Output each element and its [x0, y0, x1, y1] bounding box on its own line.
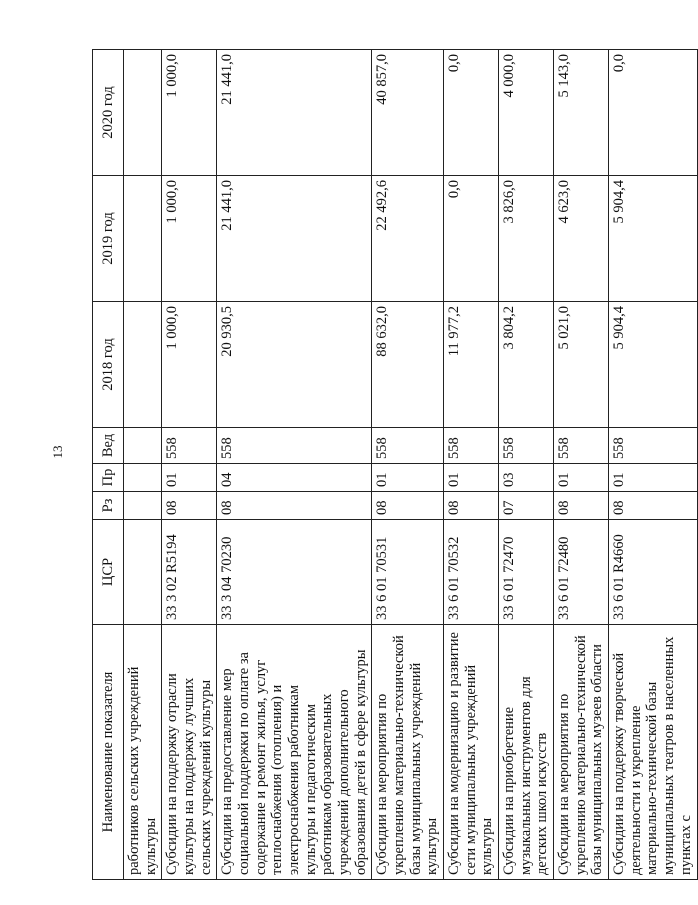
- cell-y2019: 21 441,0: [217, 176, 372, 302]
- header-csr: ЦСР: [93, 520, 124, 625]
- cell-rz: 08: [444, 492, 499, 520]
- cell-y2019: 0,0: [444, 176, 499, 302]
- cell-y2020: 4 000,0: [499, 50, 554, 176]
- cell-pr: [124, 464, 162, 492]
- cell-y2020: 21 441,0: [217, 50, 372, 176]
- header-2019: 2019 год: [93, 176, 124, 302]
- cell-y2019: 22 492,6: [372, 176, 444, 302]
- cell-rz: 08: [217, 492, 372, 520]
- table-row: [609, 50, 697, 880]
- cell-y2019: [124, 176, 162, 302]
- cell-ved: 558: [609, 428, 697, 464]
- cell-y2018: 88 632,0: [372, 302, 444, 428]
- cell-rz: 08: [162, 492, 217, 520]
- header-2020: 2020 год: [93, 50, 124, 176]
- cell-y2018: [124, 302, 162, 428]
- header-rz: Рз: [93, 492, 124, 520]
- cell-y2020: 5 143,0: [554, 50, 609, 176]
- cell-y2020: [124, 50, 162, 176]
- cell-rz: 07: [499, 492, 554, 520]
- cell-name: Субсидии на поддержку отрасли культуры на поддержку лучших сельских учреждений культуры: [162, 625, 217, 880]
- cell-name: Субсидии на мероприятия по укреплению материально-технической базы муниципальных музеев области: [554, 625, 609, 880]
- cell-ved: 558: [554, 428, 609, 464]
- table-row: [124, 50, 162, 880]
- cell-ved: 558: [162, 428, 217, 464]
- cell-y2019: 4 623,0: [554, 176, 609, 302]
- cell-y2018: 20 930,5: [217, 302, 372, 428]
- header-ved: Вед: [93, 428, 124, 464]
- cell-pr: 03: [499, 464, 554, 492]
- table-row: [499, 50, 554, 880]
- cell-rz: 08: [609, 492, 697, 520]
- cell-csr: 33 6 01 70531: [372, 520, 444, 625]
- cell-csr: 33 3 04 70230: [217, 520, 372, 625]
- cell-y2018: 3 804,2: [499, 302, 554, 428]
- cell-name: Субсидии на мероприятия по укреплению материально-технической базы муниципальных учреждений культуры: [372, 625, 444, 880]
- cell-y2018: 5 904,4: [609, 302, 697, 428]
- cell-pr: 04: [217, 464, 372, 492]
- cell-y2020: 0,0: [444, 50, 499, 176]
- cell-csr: 33 6 01 R4660: [609, 520, 697, 625]
- cell-name: Субсидии на поддержку творческой деятельности и укрепление материально-технической базы муниципальных театров в населенных пунктах с: [609, 625, 697, 880]
- cell-name: Субсидии на приобретение музыкальных инструментов для детских школ искусств: [499, 625, 554, 880]
- cell-ved: [124, 428, 162, 464]
- header-name: Наименование показателя: [93, 625, 124, 880]
- page-number: 13: [50, 445, 65, 459]
- cell-ved: 558: [372, 428, 444, 464]
- cell-y2018: 11 977,2: [444, 302, 499, 428]
- cell-csr: [124, 520, 162, 625]
- header-2018: 2018 год: [93, 302, 124, 428]
- cell-csr: 33 3 02 R5194: [162, 520, 217, 625]
- cell-y2019: 3 826,0: [499, 176, 554, 302]
- cell-ved: 558: [217, 428, 372, 464]
- cell-name: Субсидии на модернизацию и развитие сети муниципальных учреждений культуры: [444, 625, 499, 880]
- table-row: [554, 50, 609, 880]
- cell-y2020: 0,0: [609, 50, 697, 176]
- header-pr: Пр: [93, 464, 124, 492]
- cell-name: Субсидии на предоставление мер социальной поддержки по оплате за содержание и ремонт жилья, услуг теплоснабжения (отопления) и электроснабжения работникам культуры и педагогическим работникам образовательных учреждений дополнительного образования детей в сфере культуры: [217, 625, 372, 880]
- cell-y2019: 1 000,0: [162, 176, 217, 302]
- cell-pr: 01: [372, 464, 444, 492]
- cell-rz: 08: [372, 492, 444, 520]
- cell-y2020: 1 000,0: [162, 50, 217, 176]
- cell-rz: 08: [554, 492, 609, 520]
- cell-csr: 33 6 01 72470: [499, 520, 554, 625]
- cell-y2018: 5 021,0: [554, 302, 609, 428]
- cell-y2020: 40 857,0: [372, 50, 444, 176]
- cell-name: работников сельских учреждений культуры: [124, 625, 162, 880]
- cell-pr: 01: [444, 464, 499, 492]
- cell-csr: 33 6 01 70532: [444, 520, 499, 625]
- cell-ved: 558: [499, 428, 554, 464]
- header-row: [93, 50, 124, 880]
- table-row: [217, 50, 372, 880]
- table-row: [162, 50, 217, 880]
- budget-table: [92, 49, 698, 880]
- cell-y2019: 5 904,4: [609, 176, 697, 302]
- cell-pr: 01: [162, 464, 217, 492]
- cell-pr: 01: [554, 464, 609, 492]
- rotated-page: [92, 50, 694, 880]
- cell-y2018: 1 000,0: [162, 302, 217, 428]
- cell-pr: 01: [609, 464, 697, 492]
- cell-ved: 558: [444, 428, 499, 464]
- table-row: [372, 50, 444, 880]
- cell-rz: [124, 492, 162, 520]
- table-row: [444, 50, 499, 880]
- cell-csr: 33 6 01 72480: [554, 520, 609, 625]
